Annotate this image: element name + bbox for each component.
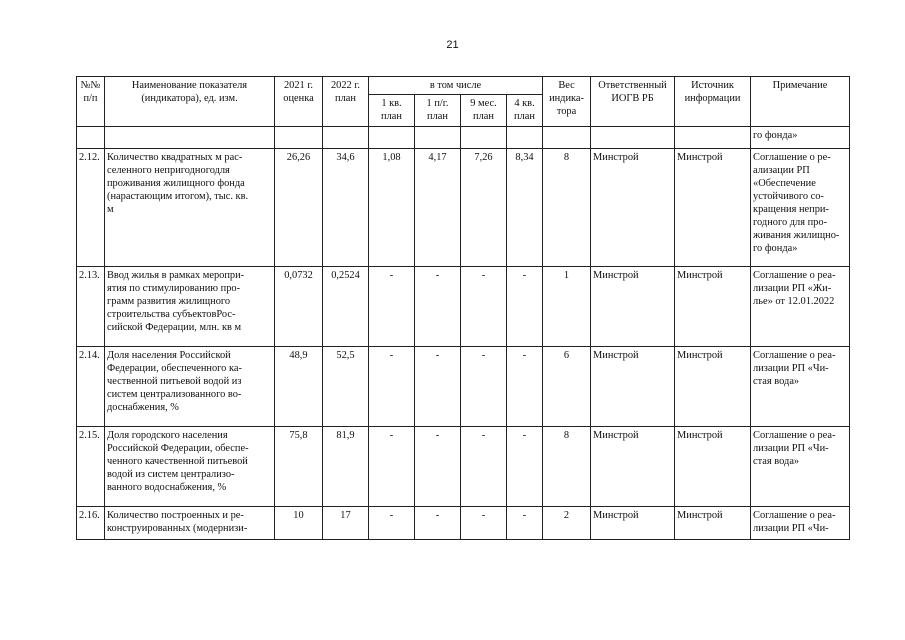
- header-note: Примечание: [751, 77, 850, 127]
- row-resp: Минстрой: [591, 347, 675, 427]
- row-name: Ввод жилья в рамках меропри- ятия по стимулированию про- грамм развития жилищного строительства субъектовРос- сийской Федерации, млн. кв м: [105, 267, 275, 347]
- row-q1: 1,08: [369, 149, 415, 267]
- row-num: 2.15.: [77, 427, 105, 507]
- row-est2021: 48,9: [275, 347, 323, 427]
- row-num: 2.16.: [77, 507, 105, 540]
- row-weight: 6: [543, 347, 591, 427]
- table-row: [77, 507, 850, 540]
- header-est2021: 2021 г. оценка: [275, 77, 323, 127]
- row-note: Соглашение о реа- лизации РП «Чи- стая вода»: [751, 427, 850, 507]
- row-num: 2.13.: [77, 267, 105, 347]
- row-plan2022: 52,5: [323, 347, 369, 427]
- row-source: Минстрой: [675, 149, 751, 267]
- row-weight: 8: [543, 427, 591, 507]
- header-h1: 1 п/г. план: [415, 95, 461, 127]
- header-name: Наименование показателя (индикатора), ед. изм.: [105, 77, 275, 127]
- row-weight: 2: [543, 507, 591, 540]
- row-m9: -: [461, 507, 507, 540]
- row-weight: 1: [543, 267, 591, 347]
- row-source: Минстрой: [675, 427, 751, 507]
- row-est2021: 75,8: [275, 427, 323, 507]
- row-name: Количество квадратных м рас- селенного непригодногодля проживания жилищного фонда (нарастающим итогом), тыс. кв. м: [105, 149, 275, 267]
- row-num: 2.14.: [77, 347, 105, 427]
- row-plan2022: 34,6: [323, 149, 369, 267]
- row-resp: Минстрой: [591, 507, 675, 540]
- row-q4: -: [507, 267, 543, 347]
- row-est2021: 0,0732: [275, 267, 323, 347]
- row-m9: -: [461, 427, 507, 507]
- header-m9: 9 мес. план: [461, 95, 507, 127]
- indicators-table: [76, 76, 850, 540]
- table-row: [77, 267, 850, 347]
- row-q4: 8,34: [507, 149, 543, 267]
- row-q4: -: [507, 347, 543, 427]
- header-plan2022: 2022 г. план: [323, 77, 369, 127]
- row-weight: 8: [543, 149, 591, 267]
- row-est2021: 10: [275, 507, 323, 540]
- continuation-note: го фонда»: [751, 127, 850, 149]
- header-source: Источник информации: [675, 77, 751, 127]
- row-note: Соглашение о реа- лизации РП «Чи-: [751, 507, 850, 540]
- row-q4: -: [507, 507, 543, 540]
- row-q4: -: [507, 427, 543, 507]
- row-note: Соглашение о реа- лизации РП «Чи- стая вода»: [751, 347, 850, 427]
- row-h1: -: [415, 347, 461, 427]
- row-num: 2.12.: [77, 149, 105, 267]
- row-name: Количество построенных и ре- конструированных (модернизи-: [105, 507, 275, 540]
- row-resp: Минстрой: [591, 267, 675, 347]
- header-resp: Ответственный ИОГВ РБ: [591, 77, 675, 127]
- row-name: Доля населения Российской Федерации, обеспеченного ка- чественной питьевой водой из систем централизованного во- доснабжения, %: [105, 347, 275, 427]
- row-q1: -: [369, 347, 415, 427]
- row-plan2022: 81,9: [323, 427, 369, 507]
- row-name: Доля городского населения Российской Федерации, обеспе- ченного качественной питьевой водой из систем централизо- ванного водоснабжения, %: [105, 427, 275, 507]
- header-q4: 4 кв. план: [507, 95, 543, 127]
- row-m9: 7,26: [461, 149, 507, 267]
- row-note: Соглашение о ре- ализации РП «Обеспечение устойчивого со- кращения непри- годного для про- живания жилищно- го фонда»: [751, 149, 850, 267]
- row-resp: Минстрой: [591, 149, 675, 267]
- header-incl: в том числе: [369, 77, 543, 95]
- header-weight: Вес индика- тора: [543, 77, 591, 127]
- row-est2021: 26,26: [275, 149, 323, 267]
- row-h1: -: [415, 267, 461, 347]
- row-note: Соглашение о реа- лизации РП «Жи- лье» от 12.01.2022: [751, 267, 850, 347]
- row-q1: -: [369, 507, 415, 540]
- row-h1: -: [415, 507, 461, 540]
- row-source: Минстрой: [675, 267, 751, 347]
- table-row: [77, 149, 850, 267]
- continuation-row: [77, 127, 850, 149]
- row-q1: -: [369, 267, 415, 347]
- table-header-row: [77, 77, 850, 95]
- header-q1: 1 кв. план: [369, 95, 415, 127]
- page-number: 21: [446, 39, 459, 51]
- row-source: Минстрой: [675, 507, 751, 540]
- row-q1: -: [369, 427, 415, 507]
- row-plan2022: 0,2524: [323, 267, 369, 347]
- row-plan2022: 17: [323, 507, 369, 540]
- row-source: Минстрой: [675, 347, 751, 427]
- row-h1: -: [415, 427, 461, 507]
- header-num: №№ п/п: [77, 77, 105, 127]
- row-m9: -: [461, 347, 507, 427]
- table-row: [77, 427, 850, 507]
- row-m9: -: [461, 267, 507, 347]
- table-row: [77, 347, 850, 427]
- row-resp: Минстрой: [591, 427, 675, 507]
- row-h1: 4,17: [415, 149, 461, 267]
